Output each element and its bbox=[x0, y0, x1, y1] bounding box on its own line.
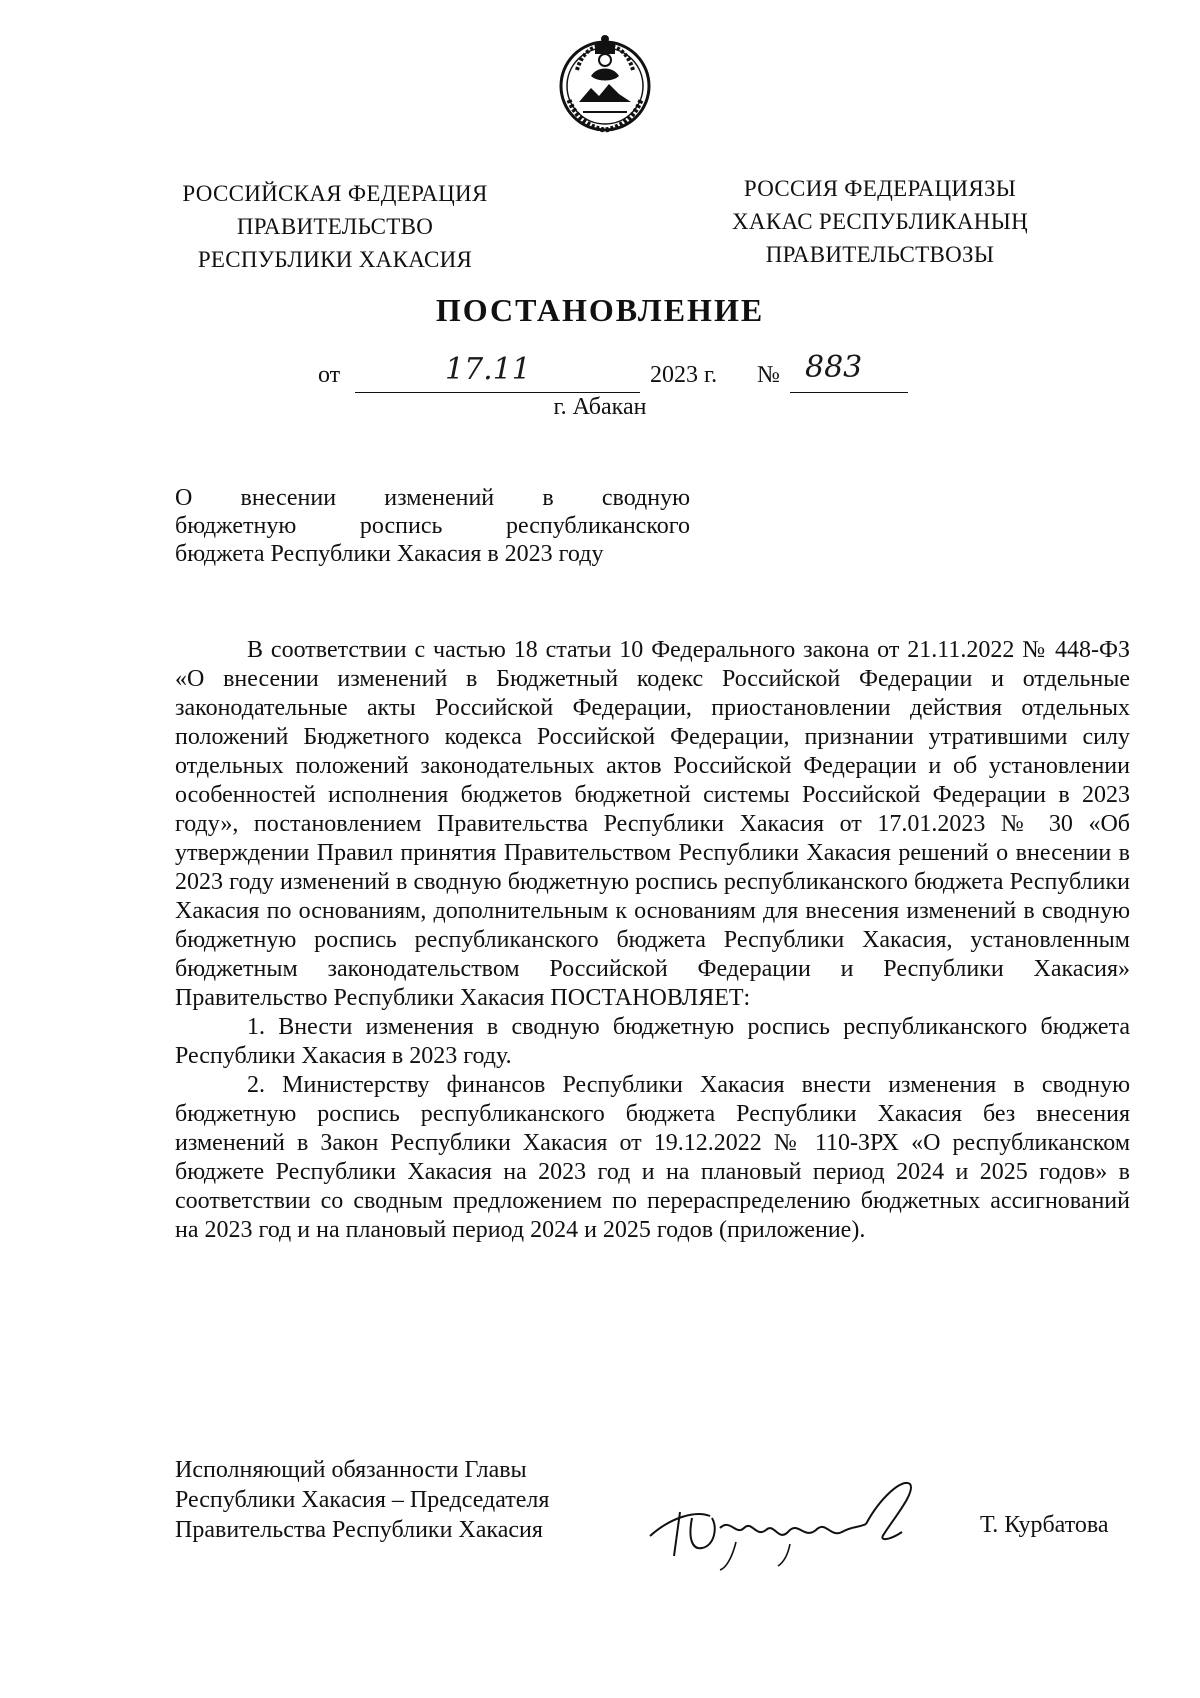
header-right bbox=[690, 172, 1070, 271]
body-text bbox=[175, 636, 1130, 1245]
date-year: 2023 г. bbox=[650, 362, 718, 388]
header-right-line: ХАКАС РЕСПУБЛИКАНЫҢ bbox=[732, 209, 1028, 234]
date-line bbox=[0, 350, 1200, 396]
number-label: № bbox=[757, 362, 780, 388]
subject-line: О внесении изменений в сводную bbox=[175, 485, 690, 511]
header-right-line: ПРАВИТЕЛЬСТВОЗЫ bbox=[765, 242, 995, 267]
coat-of-arms-icon bbox=[555, 30, 655, 140]
handwritten-signature bbox=[640, 1458, 940, 1578]
header-left bbox=[170, 177, 500, 276]
city-line: г. Абакан bbox=[553, 394, 647, 420]
header-right-line: РОССИЯ ФЕДЕРАЦИЯЗЫ bbox=[743, 176, 1017, 201]
subject-line: бюджетную роспись республиканского bbox=[175, 513, 690, 539]
handwritten-date: 17.11 bbox=[445, 352, 531, 387]
handwritten-number: 883 bbox=[805, 350, 863, 385]
signatory-title bbox=[175, 1455, 549, 1545]
signatory-title-line: Правительства Республики Хакасия bbox=[175, 1517, 543, 1543]
header-left-line: РОССИЙСКАЯ ФЕДЕРАЦИЯ bbox=[182, 181, 488, 206]
subject-line: бюджета Республики Хакасия в 2023 году bbox=[175, 541, 604, 567]
body-paragraph: 1. Внести изменения в сводную бюджетную роспись республиканского бюджета Республики Хакасия в 2023 году. bbox=[175, 1014, 1130, 1069]
date-prefix: от bbox=[318, 362, 341, 388]
document-title: ПОСТАНОВЛЕНИЕ bbox=[435, 292, 765, 328]
signatory-title-line: Республики Хакасия – Председателя bbox=[175, 1487, 550, 1513]
subject-block bbox=[175, 484, 690, 568]
header-left-line: ПРАВИТЕЛЬСТВО bbox=[236, 214, 434, 239]
signatory-title-line: Исполняющий обязанности Главы bbox=[175, 1457, 527, 1483]
signatory-name: Т. Курбатова bbox=[980, 1512, 1109, 1538]
body-paragraph: В соответствии с частью 18 статьи 10 Федерального закона от 21.11.2022 № 448-ФЗ «О внесении изменений в Бюджетный кодекс Российской Федерации и отдельные законодательные акты Российской Федерации, приостановлении действия отдельных положений Бюджетного кодекса Российской Федерации, признании утратившими силу отдельных положений законодательных актов Российской Федерации и об установлении особенностей исполнения бюджетов бюджетной системы Российской Федерации в 2023 году», постановлением Правительства Республики Хакасия от 17.01.2023 № 30 «Об утверждении Правил принятия Правительством Республики Хакасия решений о внесении в 2023 году изменений в сводную бюджетную роспись республиканского бюджета Республики Хакасия по основаниям, дополнительным к основаниям для внесения изменений в сводную бюджетную роспись республиканского бюджета Республики Хакасия, установленным бюджетным законодательством Российской Федерации и Республики Хакасия» Правительство Республики Хакасия ПОСТАНОВЛЯЕТ: bbox=[175, 637, 1130, 1011]
body-paragraph: 2. Министерству финансов Республики Хакасия внести изменения в сводную бюджетную роспись республиканского бюджета Республики Хакасия без внесения изменений в Закон Республики Хакасия от 19.12.2022 № 110-ЗРХ «О республиканском бюджете Республики Хакасия на 2023 год и на плановый период 2024 и 2025 годов» в соответствии со сводным предложением по перераспределению бюджетных ассигнований на 2023 год и на плановый период 2024 и 2025 годов (приложение). bbox=[175, 1072, 1130, 1243]
header-left-line: РЕСПУБЛИКИ ХАКАСИЯ bbox=[197, 247, 473, 272]
